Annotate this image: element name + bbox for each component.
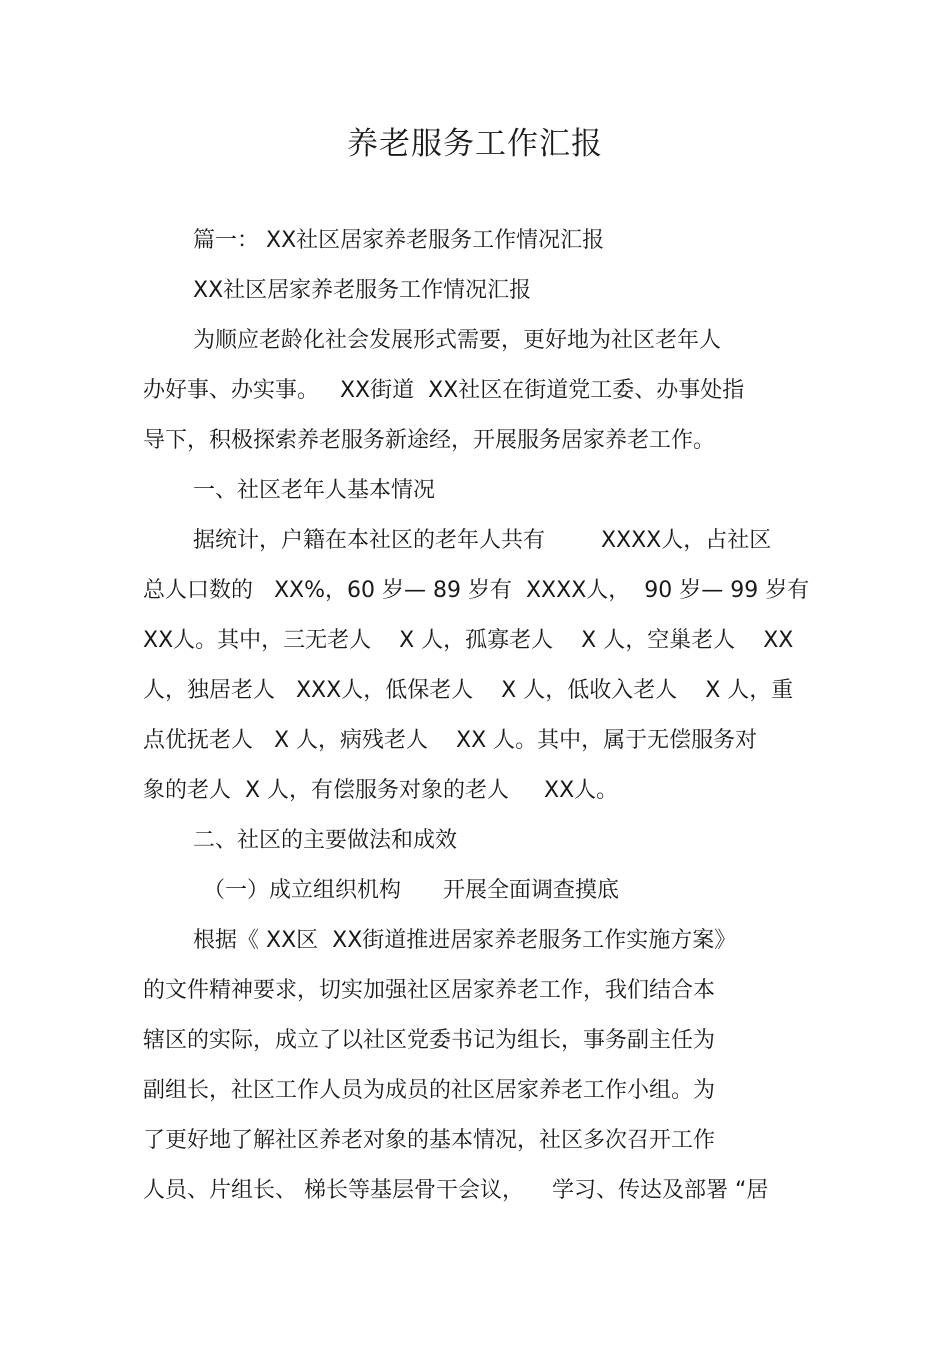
paragraph-line: 人员、片组长、 梯长等基层骨干会议， 学习、传达及部署 “居 — [143, 1178, 769, 1203]
report-subtitle: XX社区居家养老服务工作情况汇报 — [193, 278, 532, 303]
paragraph-line: 点优抚老人 X 人，病残老人 XX 人。其中，属于无偿服务对 — [143, 728, 758, 753]
paragraph-line: 办好事、办实事。 XX街道 XX社区在街道党工委、办事处指 — [143, 378, 745, 403]
paragraph-line: 导下，积极探索养老服务新途经，开展服务居家养老工作。 — [143, 428, 716, 453]
section-heading: 一、社区老年人基本情况 — [193, 478, 436, 503]
paragraph-line: 人，独居老人 XXX人，低保老人 X 人，低收入老人 X 人，重 — [143, 678, 794, 703]
section-heading: 篇一： XX社区居家养老服务工作情况汇报 — [193, 228, 605, 253]
document-title: 养老服务工作汇报 — [347, 126, 603, 162]
paragraph-line: 总人口数的 XX%，60 岁— 89 岁有 XXXX人， 90 岁— 99 岁有 — [143, 578, 810, 603]
subsection-heading: （一）成立组织机构 开展全面调查摸底 — [203, 878, 619, 903]
section-heading: 二、社区的主要做法和成效 — [193, 828, 458, 853]
paragraph-line: 根据《 XX区 XX街道推进居家养老服务工作实施方案》 — [193, 928, 737, 953]
paragraph-line: 辖区的实际，成立了以社区党委书记为组长，事务副主任为 — [143, 1028, 716, 1053]
paragraph-line: 了更好地了解社区养老对象的基本情况，社区多次召开工作 — [143, 1128, 716, 1153]
paragraph-line: 为顺应老龄化社会发展形式需要，更好地为社区老年人 — [193, 328, 722, 353]
paragraph-line: XX人。其中，三无老人 X 人，孤寡老人 X 人，空巢老人 XX — [143, 628, 794, 653]
paragraph-line: 副组长，社区工作人员为成员的社区居家养老工作小组。为 — [143, 1078, 716, 1103]
paragraph-line: 据统计，户籍在本社区的老年人共有 XXXX人，占社区 — [193, 528, 772, 553]
paragraph-line: 的文件精神要求，切实加强社区居家养老工作，我们结合本 — [143, 978, 716, 1003]
paragraph-line: 象的老人 X 人，有偿服务对象的老人 XX人。 — [143, 778, 619, 803]
